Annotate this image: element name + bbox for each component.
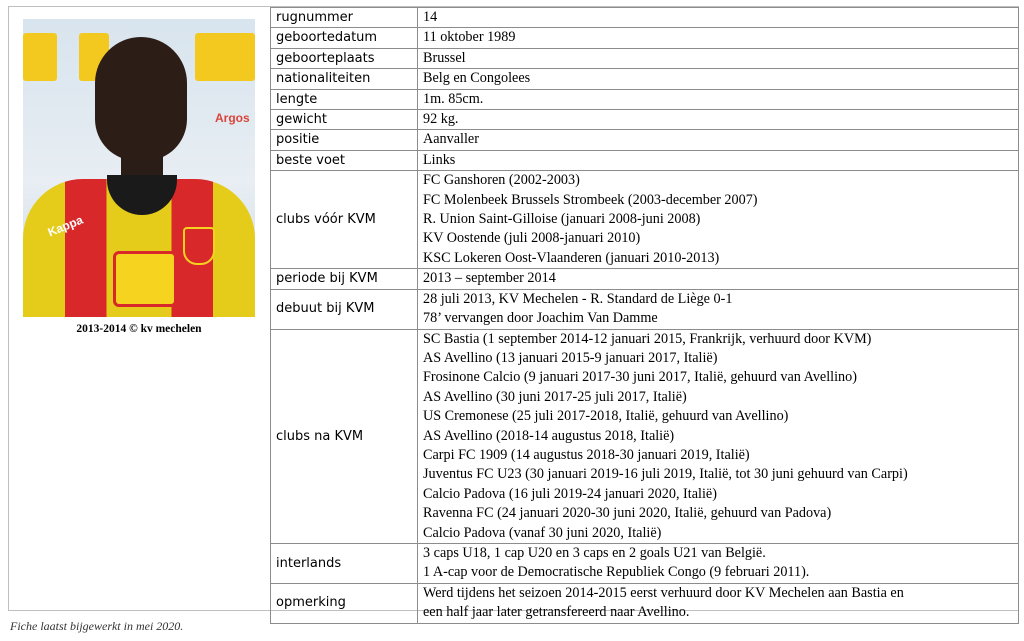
value-line: AS Avellino (13 januari 2015-9 januari 2017, Italië) [423,349,718,366]
value-line: Brussel [423,49,466,66]
sponsor-board [223,33,255,81]
value-line: een half jaar later getransfereerd naar Avellino. [423,604,690,621]
info-row [271,150,1019,170]
info-row [271,329,1019,543]
sponsor-board [23,33,57,81]
field-value [418,171,1019,269]
player-info-table [270,7,1019,624]
field-value [418,150,1019,170]
player-head [95,37,187,161]
field-value [418,329,1019,543]
field-value [418,583,1019,623]
value-line: 28 juli 2013, KV Mechelen - R. Standard de Liège 0-1 [423,290,733,307]
value-line: Calcio Padova (16 juli 2019-24 januari 2020, Italië) [423,485,717,502]
value-line: Carpi FC 1909 (14 augustus 2018-30 januari 2019, Italië) [423,446,750,463]
value-line: Frosinone Calcio (9 januari 2017-30 juni 2017, Italië, gehuurd van Avellino) [423,369,857,386]
field-value [418,48,1019,68]
value-line: AS Avellino (30 juni 2017-25 juli 2017, Italië) [423,388,687,405]
value-line: Juventus FC U23 (30 januari 2019-16 juli 2019, Italië, tot 30 juni gehuurd van Carpi) [423,466,908,483]
value-line: 14 [423,9,438,25]
field-label: opmerking [271,583,418,623]
field-value [418,130,1019,150]
field-value [418,89,1019,109]
value-line: KSC Lokeren Oost-Vlaanderen (januari 2010-2013) [423,249,720,266]
field-label: nationaliteiten [271,69,418,89]
sponsor-board-text: Argos [215,111,250,125]
field-label: clubs vóór KVM [271,171,418,269]
value-line: Calcio Padova (vanaf 30 juni 2020, Italië) [423,524,662,541]
photo-column [9,7,269,610]
info-row [271,171,1019,269]
value-line: 11 oktober 1989 [423,29,516,46]
value-line: SC Bastia (1 september 2014-12 januari 2015, Frankrijk, verhuurd door KVM) [423,330,872,347]
info-row [271,110,1019,130]
field-label: rugnummer [271,8,418,28]
shirt-brand-text: Kappa [45,212,85,240]
player-photo [23,19,255,317]
value-line: Belg en Congolees [423,70,531,87]
field-value [418,69,1019,89]
value-line: FC Molenbeek Brussels Strombeek (2003-december 2007) [423,191,758,208]
field-value [418,8,1019,28]
footnote: Fiche laatst bijgewerkt in mei 2020. [10,619,184,633]
value-line: KV Oostende (juli 2008-januari 2010) [423,230,641,247]
value-line: 3 caps U18, 1 cap U20 en 3 caps en 2 goals U21 van België. [423,544,766,561]
info-row [271,69,1019,89]
field-label: lengte [271,89,418,109]
field-label: beste voet [271,150,418,170]
value-line: Aanvaller [423,131,479,148]
field-label: interlands [271,543,418,583]
field-label: positie [271,130,418,150]
value-line: Links [423,151,456,168]
value-line: Ravenna FC (24 januari 2020-30 juni 2020, Italië, gehuurd van Padova) [423,505,832,522]
shirt-sponsor-logo [113,251,177,307]
info-row [271,543,1019,583]
info-row [271,583,1019,623]
value-line: R. Union Saint-Gilloise (januari 2008-juni 2008) [423,211,701,228]
field-value [418,110,1019,130]
value-line: 2013 – september 2014 [423,270,556,287]
field-value [418,28,1019,48]
info-row [271,269,1019,289]
field-label: geboortedatum [271,28,418,48]
value-line: AS Avellino (2018-14 augustus 2018, Italië) [423,427,675,444]
value-line: 1m. 85cm. [423,90,484,107]
value-line: FC Ganshoren (2002-2003) [423,172,580,189]
photo-caption: 2013-2014 © kv mechelen [76,323,202,335]
field-label: gewicht [271,110,418,130]
field-label: geboorteplaats [271,48,418,68]
field-value [418,269,1019,289]
club-crest-icon [183,227,215,265]
field-label: debuut bij KVM [271,289,418,329]
field-label: periode bij KVM [271,269,418,289]
info-row [271,89,1019,109]
value-line: 1 A-cap voor de Democratische Republiek Congo (9 februari 2011). [423,564,810,581]
info-row [271,289,1019,329]
field-value [418,543,1019,583]
info-row [271,130,1019,150]
value-line: 78’ vervangen door Joachim Van Damme [423,310,658,327]
info-row [271,28,1019,48]
field-label: clubs na KVM [271,329,418,543]
value-line: Werd tijdens het seizoen 2014-2015 eerst verhuurd door KV Mechelen aan Bastia en [423,584,904,601]
value-line: 92 kg. [423,111,459,128]
info-row [271,8,1019,28]
info-row [271,48,1019,68]
value-line: US Cremonese (25 juli 2017-2018, Italië, gehuurd van Avellino) [423,408,789,425]
field-value [418,289,1019,329]
